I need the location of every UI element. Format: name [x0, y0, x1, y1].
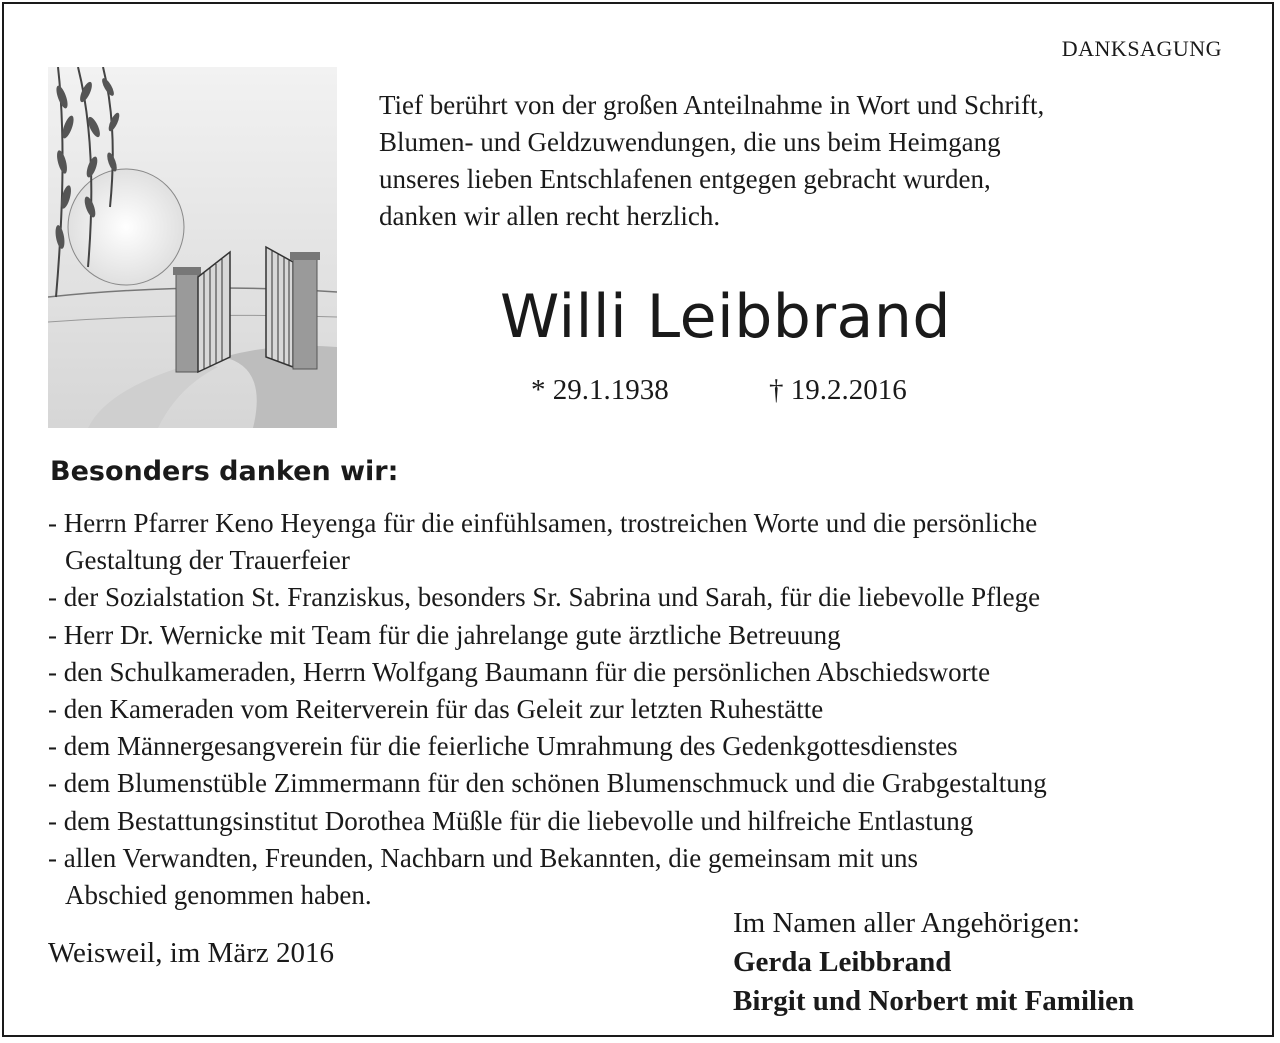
list-item: - Herrn Pfarrer Keno Heyenga für die einfühlsamen, trostreichen Worte und die persönliche — [48, 508, 1038, 538]
list-item: - den Schulkameraden, Herrn Wolfgang Baumann für die persönlichen Abschiedsworte — [48, 656, 991, 687]
list-item-continuation: Gestaltung der Trauerfeier — [65, 545, 350, 576]
list-item: - dem Männergesangverein für die feierliche Umrahmung des Gedenkgottesdienstes — [48, 731, 958, 762]
thanks-heading: Besonders danken wir: — [50, 456, 399, 487]
intro-line: unseres lieben Entschlafenen entgegen gebracht wurden, — [379, 164, 991, 194]
thanks-list — [48, 505, 1268, 914]
intro-line: Blumen- und Geldzuwendungen, die uns beim Heimgang — [379, 127, 1001, 157]
deceased-name: Willi Leibbrand — [500, 282, 951, 352]
list-item: - dem Bestattungsinstitut Dorothea Müßle für die liebevolle und hilfreiche Entlastung — [48, 805, 974, 836]
place-date: Weisweil, im März 2016 — [48, 937, 334, 969]
intro-line: Tief berührt von der großen Anteilnahme in Wort und Schrift, — [379, 90, 1045, 120]
list-item: - allen Verwandten, Freunden, Nachbarn und Bekannten, die gemeinsam mit uns — [48, 842, 919, 873]
obituary-notice — [2, 2, 1274, 1037]
list-item: - Herr Dr. Wernicke mit Team für die jahrelange gute ärztliche Betreuung — [48, 619, 841, 650]
signer-name: Gerda Leibbrand — [733, 946, 952, 978]
signoff — [733, 904, 1134, 1021]
list-item: - den Kameraden vom Reiterverein für das Geleit zur letzten Ruhestätte — [48, 694, 824, 725]
intro-text — [379, 87, 1239, 235]
intro-line: danken wir allen recht herzlich. — [379, 201, 721, 231]
list-item: - der Sozialstation St. Franziskus, besonders Sr. Sabrina und Sarah, für die liebevolle Pflege — [48, 582, 1041, 613]
signoff-intro: Im Namen aller Angehörigen: — [733, 907, 1081, 939]
gate-illustration-icon — [48, 67, 337, 428]
list-item-continuation: Abschied genommen haben. — [65, 880, 372, 911]
notice-type-label: DANKSAGUNG — [1061, 36, 1222, 61]
death-date: † 19.2.2016 — [769, 374, 907, 406]
list-item: - dem Blumenstüble Zimmermann für den schönen Blumenschmuck und die Grabgestaltung — [48, 768, 1047, 799]
birth-date: * 29.1.1938 — [531, 374, 669, 406]
signer-name: Birgit und Norbert mit Familien — [733, 985, 1135, 1017]
